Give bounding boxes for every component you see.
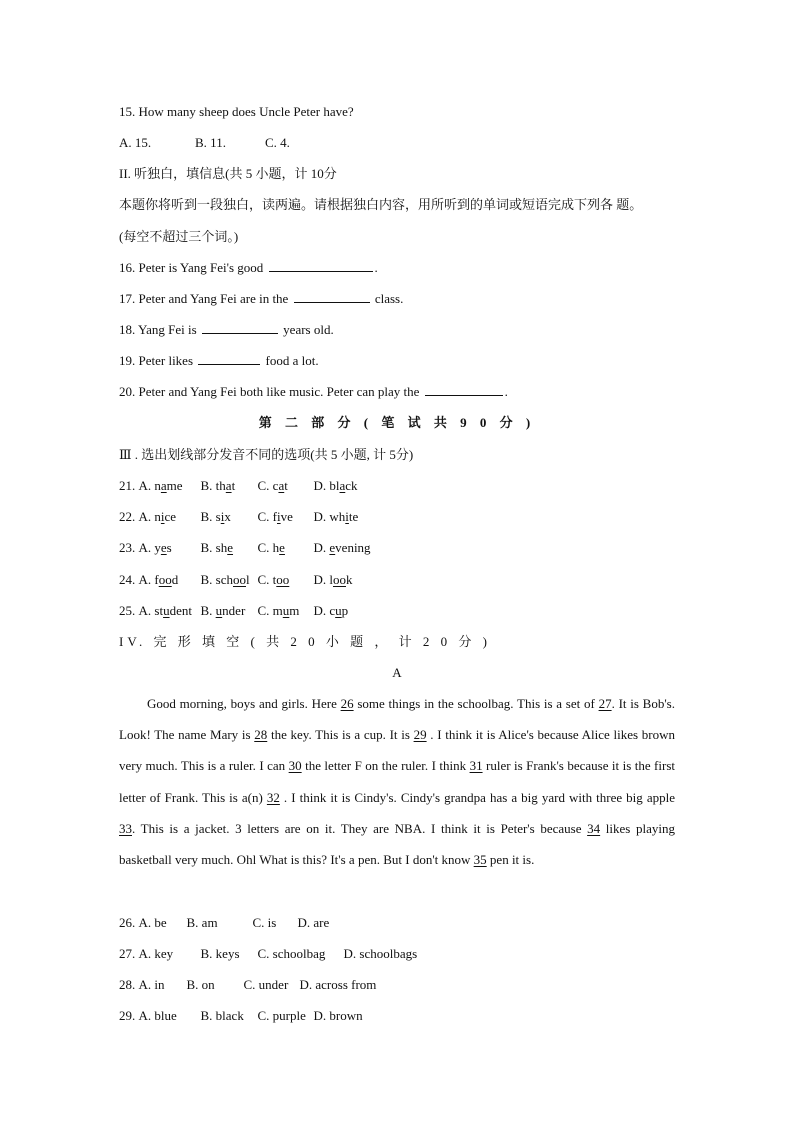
phonics-option — [314, 570, 353, 590]
question-number: 24. — [119, 572, 139, 587]
answer-blank — [425, 382, 503, 396]
underlined-sound: i — [220, 509, 225, 524]
passage-text: . This is a jacket. 3 letters are on it. They are NBA. I think it is Peter's because — [132, 820, 588, 836]
choice-option-a: A. be — [138, 915, 167, 930]
option-prefix: B. sch — [200, 572, 233, 587]
option-a: A. 15. — [119, 135, 152, 150]
fill-question — [119, 382, 508, 402]
underlined-sound: u — [215, 603, 223, 618]
phonics-option — [201, 538, 258, 558]
passage-text: pen it is. — [486, 852, 535, 868]
choice-question — [119, 913, 329, 933]
phonics-question — [119, 538, 371, 558]
underlined-sound: a — [278, 478, 285, 493]
option-c: C. 4. — [265, 135, 290, 150]
choice-option-c: C. schoolbag — [257, 946, 326, 961]
option-suffix: me — [166, 478, 183, 493]
phonics-option — [258, 507, 314, 527]
choice-question — [119, 1006, 363, 1026]
option-suffix: nder — [222, 603, 246, 618]
section-2-note: (每空不超过三个词。) — [119, 229, 239, 244]
question-text: 16. Peter is Yang Fei's good — [119, 260, 267, 275]
phonics-option — [139, 570, 201, 590]
option-suffix: p — [341, 603, 349, 618]
option-suffix: t — [231, 478, 236, 493]
underlined-sound: e — [279, 540, 285, 555]
question-text-end: class. — [371, 291, 404, 306]
part-2-heading: 第 二 部 分 ( 笔 试 共 9 0 分 ) — [258, 415, 536, 430]
underlined-sound: e — [160, 540, 167, 555]
blank-number: 31 — [469, 758, 483, 774]
phonics-question — [119, 570, 353, 590]
choice-option-c: C. under — [243, 977, 289, 992]
question-text-end: . — [374, 260, 378, 275]
answer-blank — [198, 351, 260, 365]
question-number: 25. — [119, 603, 139, 618]
answer-blank — [269, 258, 373, 272]
choice-option-d: D. are — [297, 915, 330, 930]
fill-question — [119, 289, 403, 309]
choice-option-a: A. blue — [138, 1008, 177, 1023]
choice-option-d: D. schoolbags — [343, 946, 418, 961]
question-text: 18. Yang Fei is — [119, 322, 200, 337]
option-prefix: A. st — [138, 603, 164, 618]
option-prefix: D. c — [313, 603, 336, 618]
passage-title: A — [392, 665, 402, 680]
phonics-question — [119, 476, 358, 496]
option-prefix: C. t — [257, 572, 277, 587]
fill-question — [119, 351, 319, 371]
choice-option-a: A. in — [138, 977, 165, 992]
question-number: 21. — [119, 478, 139, 493]
passage-text: ruler is Frank's because it is the first letter of Frank. This is a(n) — [119, 758, 675, 805]
underlined-sound: oo — [333, 572, 346, 587]
question-text-end: . — [504, 384, 508, 399]
choice-option-c: C. purple — [257, 1008, 306, 1023]
underlined-sound: e — [329, 540, 336, 555]
phonics-question — [119, 601, 348, 621]
option-suffix: t — [284, 478, 288, 493]
question-number: 22. — [119, 509, 139, 524]
option-prefix: C. f — [257, 509, 277, 524]
blank-number: 27 — [598, 696, 612, 711]
choice-option-c: C. is — [252, 915, 277, 930]
underlined-sound: e — [227, 540, 234, 555]
passage-text: . I think it is Alice's because Alice likes brown very much. This is a ruler. I can — [119, 727, 675, 774]
passage-text: the letter F on the ruler. I think — [301, 758, 470, 774]
underlined-sound: oo — [233, 572, 246, 587]
option-suffix: d — [171, 572, 179, 587]
choice-question — [119, 975, 376, 995]
underlined-sound: u — [163, 603, 170, 618]
phonics-option — [201, 601, 258, 621]
option-suffix: te — [348, 509, 359, 524]
section-4-heading: IV. 完 形 填 空 ( 共 2 0 小 题 ， 计 2 0 分 ) — [119, 634, 491, 649]
phonics-option — [139, 538, 201, 558]
underlined-sound: a — [339, 478, 346, 493]
option-prefix: C. m — [257, 603, 283, 618]
passage-text: the key. This is a cup. It is — [267, 727, 414, 743]
phonics-option — [201, 476, 258, 496]
section-3-heading: Ⅲ . 选出划线部分发音不同的选项(共 5 小题, 计 5分) — [119, 447, 414, 462]
option-suffix: ve — [280, 509, 293, 524]
underlined-sound: i — [345, 509, 349, 524]
option-b: B. 11. — [195, 135, 226, 150]
phonics-option — [139, 601, 201, 621]
passage-text: Good morning, boys and girls. Here — [147, 696, 341, 711]
underlined-sound: i — [277, 509, 281, 524]
blank-number: 29 — [413, 727, 427, 743]
phonics-option — [139, 507, 201, 527]
option-suffix: dent — [169, 603, 192, 618]
underlined-sound: u — [335, 603, 342, 618]
section-2-instruction: 本题你将听到一段独白，读两遍。请根据独白内容，用所听到的单词或短语完成下列各 题。 — [119, 197, 643, 212]
question-text: 15. How many sheep does Uncle Peter have? — [119, 104, 354, 119]
blank-number: 28 — [254, 727, 268, 743]
fill-question — [119, 320, 334, 340]
question-text: 17. Peter and Yang Fei are in the — [119, 291, 292, 306]
option-prefix: B. sh — [200, 540, 228, 555]
option-prefix: A. f — [138, 572, 159, 587]
blank-number: 30 — [288, 758, 302, 774]
option-prefix: C. h — [257, 540, 280, 555]
question-text-end: years old. — [279, 322, 334, 337]
phonics-option — [139, 476, 201, 496]
underlined-sound: oo — [158, 572, 172, 587]
question-number: 27. — [119, 946, 139, 961]
choice-option-b: B. keys — [200, 946, 240, 961]
answer-blank — [294, 289, 370, 303]
choice-question — [119, 944, 417, 964]
option-suffix: ce — [164, 509, 177, 524]
passage-text: . I think it is Cindy's. Cindy's grandpa has a big yard with three big apple — [279, 789, 675, 805]
phonics-option — [201, 507, 258, 527]
option-prefix: D. l — [313, 572, 333, 587]
question-text-end: food a lot. — [262, 353, 319, 368]
choice-option-d: D. brown — [313, 1008, 363, 1023]
phonics-option — [201, 570, 258, 590]
passage-paragraph — [119, 688, 675, 875]
fill-question — [119, 258, 378, 278]
question-number: 23. — [119, 540, 139, 555]
choice-option-b: B. black — [200, 1008, 244, 1023]
option-suffix: l — [246, 572, 250, 587]
phonics-option — [258, 570, 314, 590]
option-suffix: s — [166, 540, 172, 555]
phonics-option — [314, 476, 358, 496]
choice-option-d: D. across from — [299, 977, 377, 992]
choice-option-b: B. on — [186, 977, 215, 992]
underlined-sound: a — [225, 478, 232, 493]
section-2-heading: II. 听独白，填信息(共 5 小题，计 10分 — [119, 166, 337, 181]
blank-number: 34 — [587, 820, 601, 836]
option-prefix: B. s — [200, 509, 221, 524]
blank-number: 26 — [340, 696, 354, 711]
question-text: 20. Peter and Yang Fei both like music. Peter can play the — [119, 384, 423, 399]
cloze-passage — [119, 688, 675, 875]
choice-option-b: B. am — [186, 915, 218, 930]
question-number: 26. — [119, 915, 139, 930]
question-text: 19. Peter likes — [119, 353, 197, 368]
phonics-option — [314, 507, 359, 527]
choice-option-a: A. key — [138, 946, 174, 961]
underlined-sound: i — [160, 509, 165, 524]
passage-text: . It is Bob's. Look! The name Mary is — [119, 696, 675, 743]
option-prefix: A. n — [138, 509, 161, 524]
option-suffix: ck — [345, 478, 358, 493]
option-prefix: D. bl — [313, 478, 340, 493]
phonics-question — [119, 507, 358, 527]
underlined-sound: u — [282, 603, 290, 618]
question-15 — [119, 102, 354, 122]
option-prefix: D. wh — [313, 509, 346, 524]
option-suffix: vening — [335, 540, 371, 555]
blank-number: 35 — [473, 852, 487, 868]
phonics-option — [258, 476, 314, 496]
option-suffix: x — [224, 509, 231, 524]
option-suffix: k — [346, 572, 353, 587]
phonics-option — [258, 538, 314, 558]
question-number: 29. — [119, 1008, 139, 1023]
blank-number: 33 — [119, 820, 132, 836]
answer-blank — [202, 320, 278, 334]
blank-number: 32 — [266, 789, 280, 805]
passage-text: some things in the schoolbag. This is a set of — [353, 696, 599, 711]
question-number: 28. — [119, 977, 139, 992]
option-prefix: B. — [200, 603, 216, 618]
option-prefix: D. — [313, 540, 330, 555]
question-15-options — [119, 133, 290, 153]
phonics-option — [314, 601, 349, 621]
underlined-sound: oo — [276, 572, 290, 587]
option-prefix: C. c — [257, 478, 279, 493]
underlined-sound: a — [160, 478, 167, 493]
option-prefix: A. y — [138, 540, 161, 555]
option-prefix: A. n — [138, 478, 161, 493]
option-prefix: B. th — [200, 478, 226, 493]
phonics-option — [314, 538, 371, 558]
phonics-option — [258, 601, 314, 621]
option-suffix: m — [289, 603, 300, 618]
passage-text: likes playing basketball very much. Ohl What is this? It's a pen. But I don't know — [119, 820, 675, 868]
